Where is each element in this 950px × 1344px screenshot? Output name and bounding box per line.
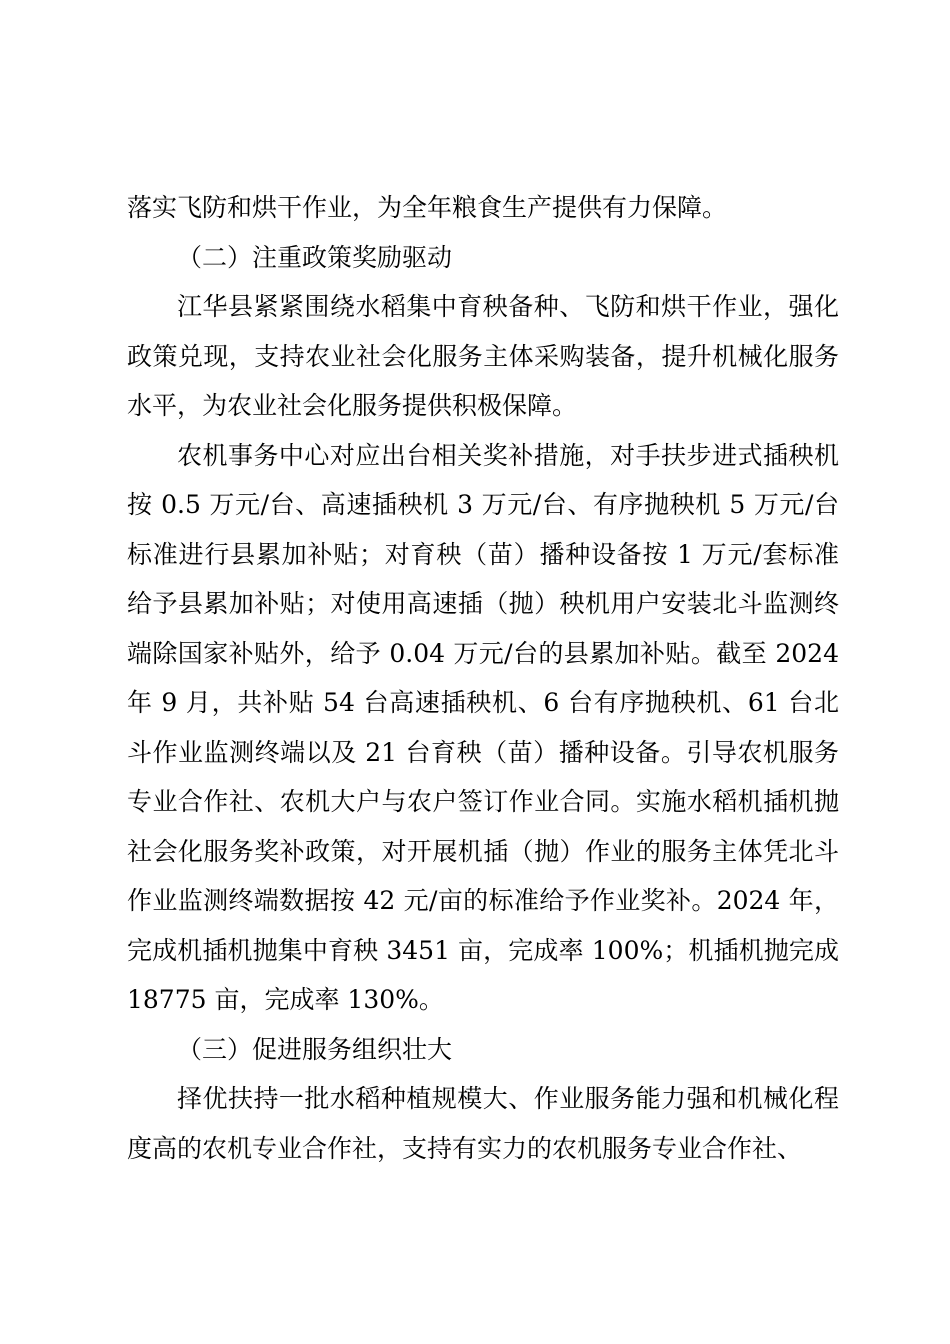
paragraph-continued: 落实飞防和烘干作业，为全年粮食生产提供有力保障。 [127,193,728,222]
section-heading-2: （二）注重政策奖励驱动 [177,242,453,272]
section-heading-3: （三）促进服务组织壮大 [177,1034,453,1064]
paragraph-cooperatives: 择优扶持一批水稻种植规模大、作业服务能力强和机械化程度高的农机专业合作社，支持有实力的农机服务专业合作社、 [127,1084,839,1163]
paragraph-policy-intro: 江华县紧紧围绕水稻集中育秧备种、飞防和烘干作业，强化政策兑现，支持农业社会化服务主体采购装备，提升机械化服务水平，为农业社会化服务提供积极保障。 [127,292,839,420]
document-body [127,183,839,1173]
paragraph-subsidy-details: 农机事务中心对应出台相关奖补措施，对手扶步进式插秧机按 0.5 万元/台、高速插秧机 3 万元/台、有序抛秧机 5 万元/台标准进行县累加补贴；对育秧（苗）播种设备按 1 万元/套标准给予县累加补贴；对使用高速插（抛）秧机用户安装北斗监测终端除国家补贴外，给予 0.04 万元/台的县累加补贴。截至 2024 年 9 月，共补贴 54 台高速插秧机、6 台有序抛秧机、61 台北斗作业监测终端以及 21 台育秧（苗）播种设备。引导农机服务专业合作社、农机大户与农户签订作业合同。实施水稻机插机抛社会化服务奖补政策，对开展机插（抛）作业的服务主体凭北斗作业监测终端数据按 42 元/亩的标准给予作业奖补。2024 年，完成机插机抛集中育秧 3451 亩，完成率 100%；机插机抛完成 18775 亩，完成率 130%。 [127,440,840,1014]
